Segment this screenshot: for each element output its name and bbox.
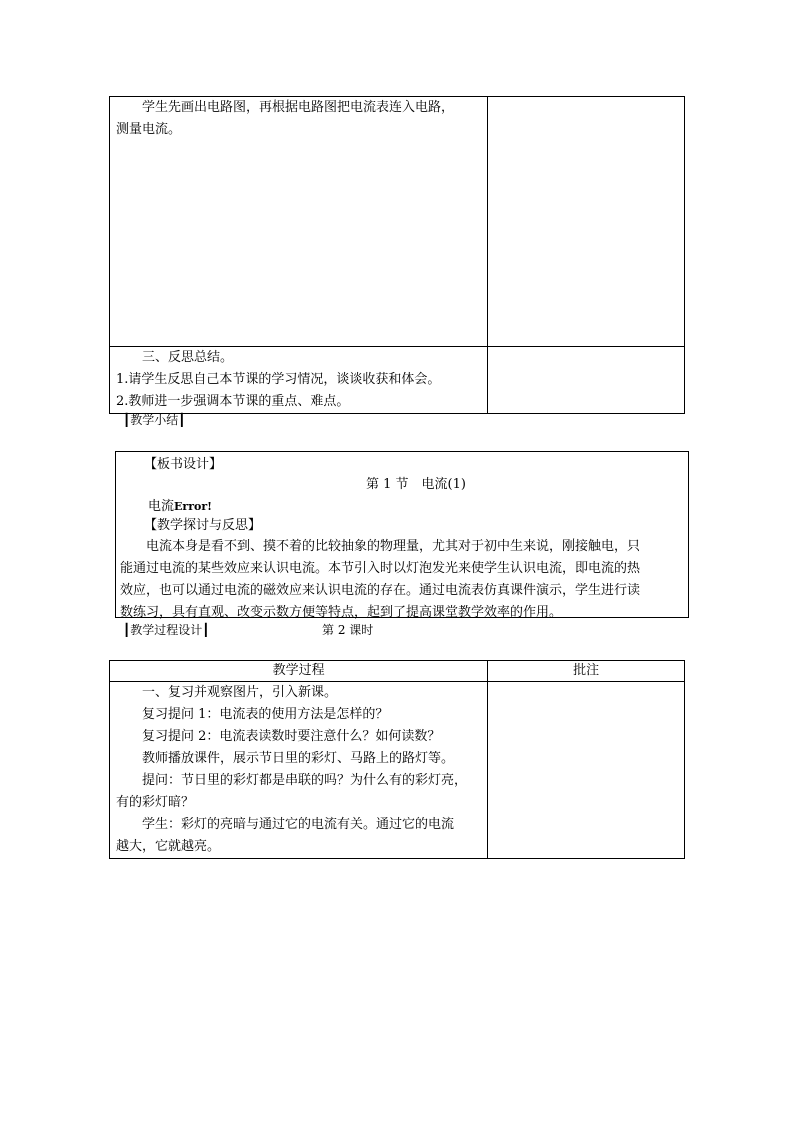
reflection-line: 能通过电流的某些效应来认识电流。本节引入时以灯泡发光来使学生认识电流，即电流的热 [120, 561, 641, 576]
top-table-row2-left [110, 347, 488, 414]
process-line: 提问：节日里的彩灯都是串联的吗？为什么有的彩灯亮， [142, 773, 468, 788]
reflection-body [120, 536, 686, 624]
text-line: 学生先画出电路图，再根据电路图把电流表连入电路， [142, 100, 455, 115]
process-line: 教师播放课件，展示节日里的彩灯、马路上的路灯等。 [142, 751, 455, 766]
board-design-title: 【板书设计】 [144, 457, 223, 472]
section-process-heading: ┃教学过程设计┃ [123, 623, 210, 637]
reflection-title: 【教学探讨与反思】 [144, 518, 262, 533]
process-line: 学生：彩灯的亮暗与通过它的电流有关。通过它的电流 [142, 817, 455, 832]
header-process [110, 661, 488, 682]
header-process-label: 教学过程 [272, 663, 325, 678]
top-table-row2-right [488, 347, 685, 414]
reflection-line: 电流本身是看不到、摸不着的比较抽象的物理量，尤其对于初中生来说，刚接触电，只 [146, 539, 641, 554]
process-line: 越大，它就越亮。 [116, 839, 221, 854]
reflection-line: 效应，也可以通过电流的磁效应来认识电流的存在。通过电流表仿真课件演示，学生进行读 [120, 583, 641, 598]
process-line: 复习提问 2：电流表读数时要注意什么？如何读数？ [142, 729, 441, 744]
text-line: 测量电流。 [116, 122, 182, 137]
header-notes [488, 661, 685, 682]
process-line: 有的彩灯暗？ [116, 795, 195, 810]
board-error-text: Error! [174, 500, 212, 513]
process-line: 一、复习并观察图片，引入新课。 [142, 685, 338, 700]
top-table-row1-left [110, 97, 488, 347]
bottom-table [109, 660, 685, 859]
board-center-line: 第 1 节 电流(1) [366, 477, 466, 492]
top-table-row1-right [488, 97, 685, 347]
section-period: 第 2 课时 [322, 623, 374, 637]
process-line: 复习提问 1：电流表的使用方法是怎样的？ [142, 707, 389, 722]
text-line: 三、反思总结。 [142, 350, 234, 365]
process-cell [110, 682, 488, 859]
section-summary-heading: ┃教学小结┃ [123, 413, 186, 427]
header-notes-label: 批注 [573, 663, 600, 678]
notes-cell [488, 682, 685, 859]
top-table [109, 96, 685, 414]
board-current-label: 电流 [148, 499, 175, 514]
board-design-box [115, 451, 689, 618]
text-line: 2.教师进一步强调本节课的重点、难点。 [116, 394, 350, 409]
text-line: 1.请学生反思自己本节课的学习情况，谈谈收获和体会。 [116, 372, 441, 387]
reflection-line: 数练习，具有直观、改变示数方便等特点，起到了提高课堂教学效率的作用。 [120, 605, 563, 620]
